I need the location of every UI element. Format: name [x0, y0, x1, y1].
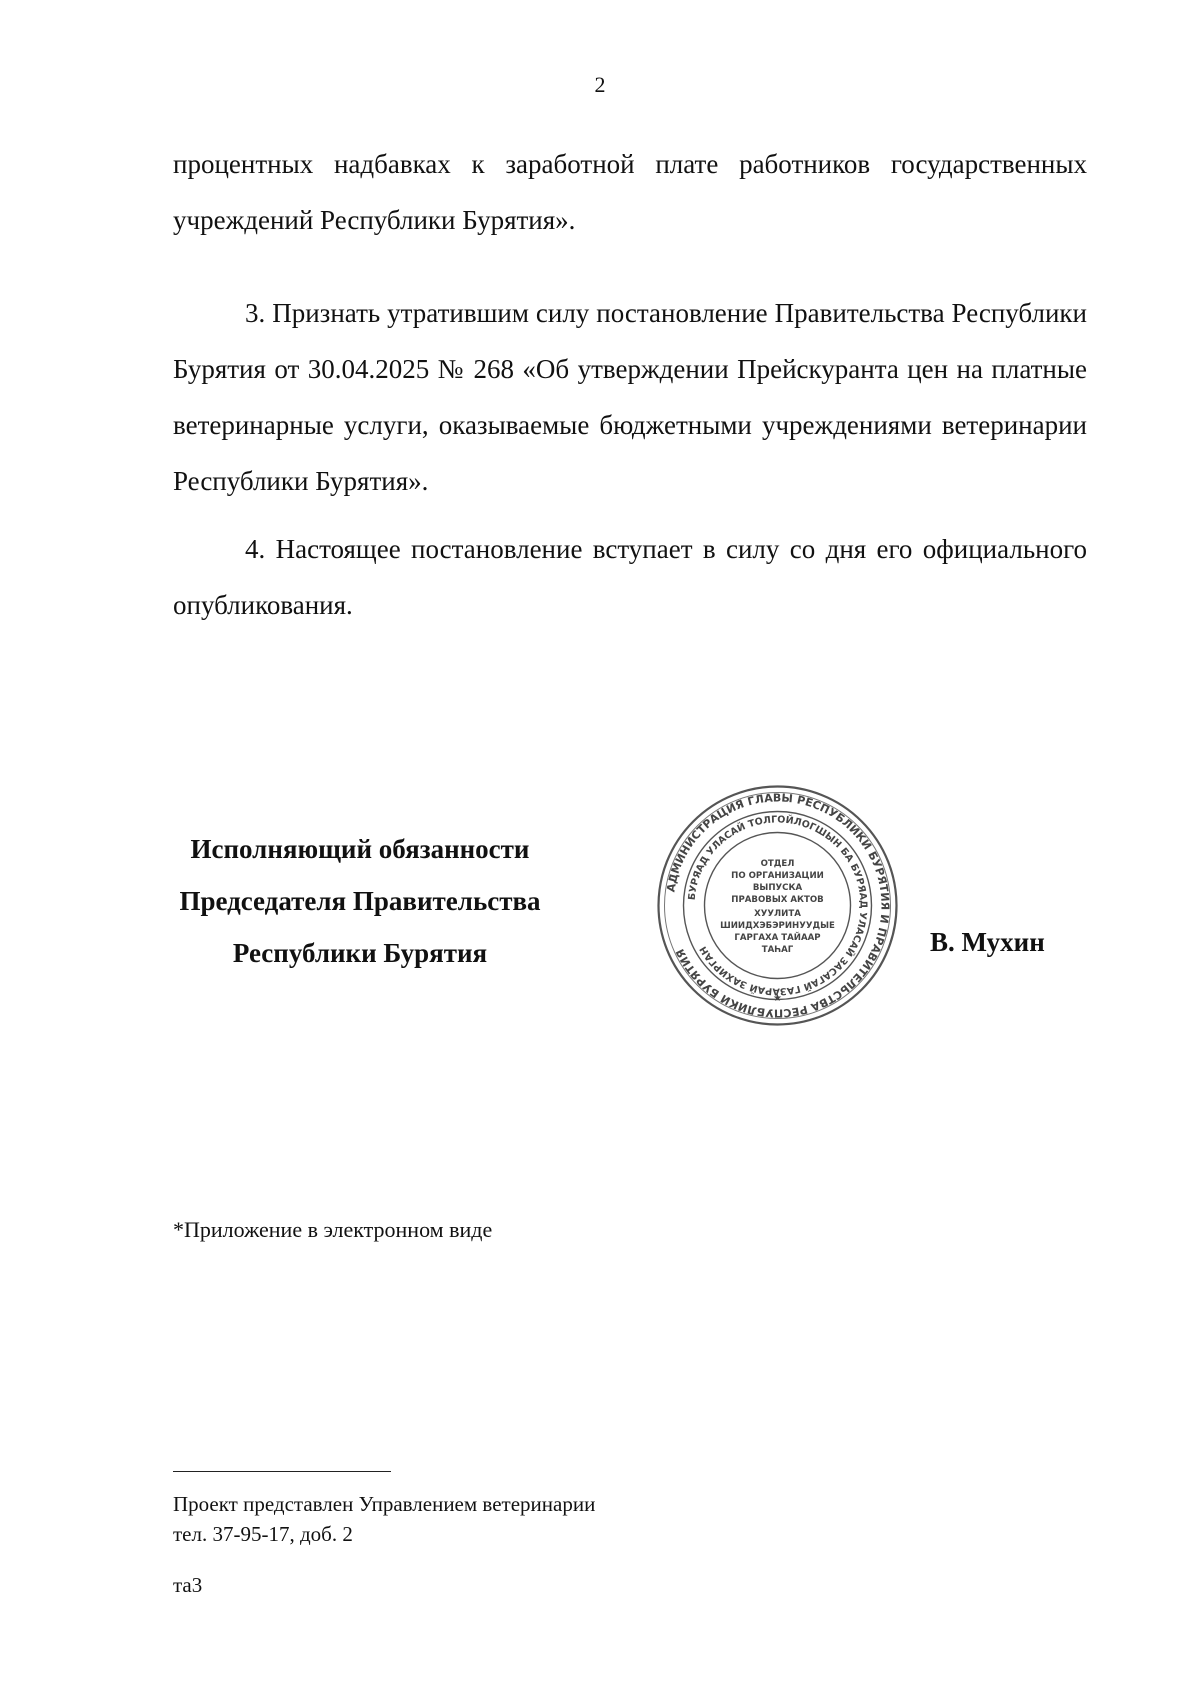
stamp-center-line: ВЫПУСКА: [752, 883, 803, 893]
stamp-outer-ring-text: АДМИНИСТРАЦИЯ ГЛАВЫ РЕСПУБЛИКИ БУРЯТИЯ И ПРАВИТЕЛЬСТВА РЕСПУБЛИКИ БУРЯТИЯ: [664, 791, 892, 1020]
stamp-center-line: ПО ОРГАНИЗАЦИИ: [731, 871, 824, 881]
paragraph-3: [173, 285, 1087, 509]
signer-title-line-2: Председателя Правительства: [179, 886, 541, 916]
signer-title-line-1: Исполняющий обязанности: [190, 834, 530, 864]
signer-title-line-3: Республики Бурятия: [232, 938, 488, 968]
footnote-line-1: Проект представлен Управлением ветеринарии: [173, 1492, 596, 1516]
paragraph-4: [173, 521, 1087, 633]
stamp-center-line: ОТДЕЛ: [760, 859, 795, 869]
signer-name: В. Мухин: [930, 927, 1045, 957]
paragraph-continuation: процентных надбавках к заработной плате работников государственных учреждений Республики Бурятия».: [173, 149, 1087, 235]
stamp-center-line: ПРАВОВЫХ АКТОВ: [731, 895, 824, 905]
paragraph-3-text: 3. Признать утратившим силу постановление Правительства Республики Бурятия от 30.04.2025 № 268 «Об утверждении Прейскуранта цен на платные ветеринарные услуги, оказываемые бюджетными учреждениями ветеринарии Республики Бурятия».: [173, 298, 1087, 496]
svg-text:БУРЯАД УЛАСАЙ ТОЛГОЙЛОГШЫН БА: [687, 814, 869, 997]
appendix-note: *Приложение в электронном виде: [173, 1217, 493, 1242]
stamp-center-line: ГАРГАХА ТАЙААР: [734, 933, 821, 943]
stamp-star-icon: ★: [773, 993, 782, 1004]
paragraph-4-text: 4. Настоящее постановление вступает в силу со дня его официального опубликования.: [173, 534, 1087, 620]
document-code: та3: [173, 1573, 203, 1597]
signer-title: [160, 823, 560, 979]
official-seal-stamp: [655, 783, 900, 1028]
svg-text:АДМИНИСТРАЦИЯ ГЛАВЫ РЕСПУБЛИКИ: [664, 791, 891, 1019]
stamp-center-line: ХУУЛИТА: [754, 909, 801, 919]
stamp-center-line: ШИИДХЭБЭРИНУУДЫЕ: [720, 921, 835, 931]
footnote: [173, 1489, 595, 1549]
footnote-line-2: тел. 37-95-17, доб. 2: [173, 1522, 353, 1546]
stamp-center-line: ТАҺАГ: [761, 945, 794, 955]
footnote-divider: [173, 1471, 391, 1472]
page-number: 2: [594, 72, 606, 97]
stamp-inner-ring-text: БУРЯАД УЛАСАЙ ТОЛГОЙЛОГШЫН БА БУРЯАД УЛАСАЙ ЗАСАГАЙ ГАЗАРАЙ ЗАХИРГАН: [686, 814, 869, 997]
